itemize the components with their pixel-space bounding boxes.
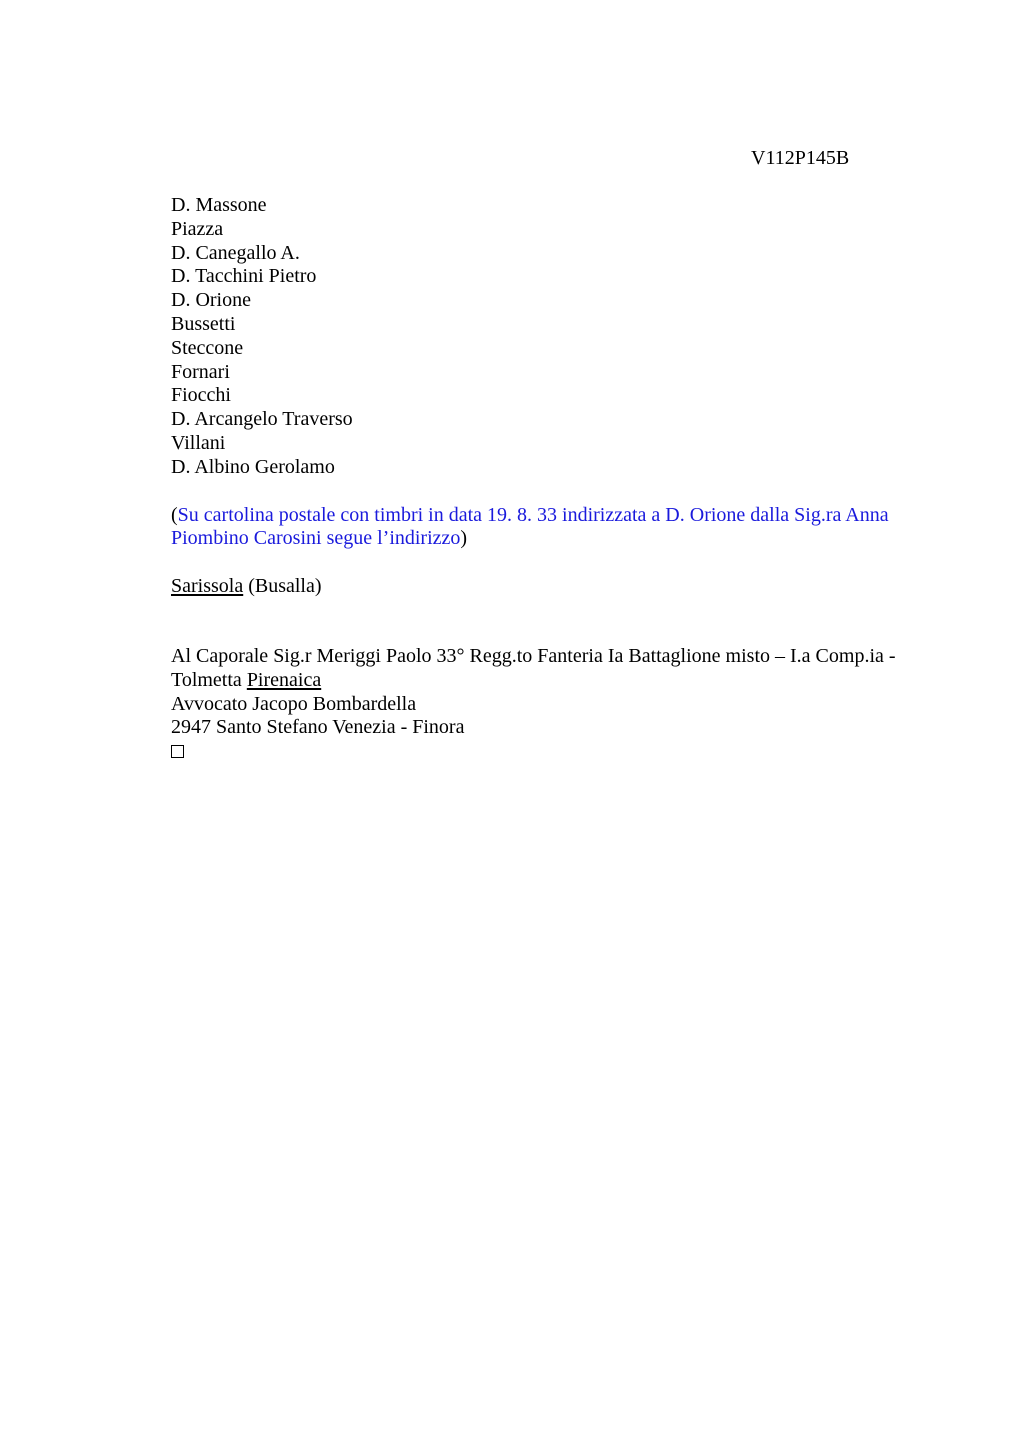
empty-square-icon (171, 745, 184, 758)
list-item: Villani (171, 431, 226, 454)
place-detail: (Busalla) (243, 575, 322, 598)
place-name: Sarissola (171, 575, 244, 598)
list-item: D. Tacchini Pietro (171, 265, 317, 288)
address-block (171, 645, 931, 765)
place-line (171, 575, 931, 599)
editorial-note (171, 504, 931, 552)
names-list (171, 194, 931, 480)
spacer (171, 599, 931, 645)
note-close-paren: ) (460, 527, 468, 550)
list-item: Fiocchi (171, 384, 231, 407)
list-item: Fornari (171, 360, 230, 383)
address-line-3: Avvocato Jacopo Bombardella (171, 692, 417, 715)
address-line-1: Al Caporale Sig.r Meriggi Paolo 33° Regg.to Fanteria Ia Battaglione misto – I.a Comp.ia - (171, 644, 896, 667)
address-line-4: 2947 Santo Stefano Venezia - Finora (171, 716, 465, 739)
list-item: D. Arcangelo Traverso (171, 408, 353, 431)
note-open-paren: ( (171, 503, 178, 526)
document-body (171, 194, 931, 765)
list-item: D. Canegallo A. (171, 241, 300, 264)
address-line-2-prefix: Tolmetta (171, 668, 247, 691)
spacer (171, 480, 931, 504)
note-text: Su cartolina postale con timbri in data 19. 8. 33 indirizzata a D. Orione dalla Sig.ra Anna Piombino Carosini segue l’indirizzo (171, 503, 889, 550)
list-item: D. Albino Gerolamo (171, 455, 335, 478)
list-item: D. Massone (171, 194, 267, 216)
address-line-2-underlined: Pirenaica (246, 668, 322, 691)
document-id: V112P145B (751, 147, 850, 169)
address-line-2 (171, 669, 931, 693)
spacer (171, 551, 931, 575)
list-item: D. Orione (171, 289, 251, 312)
checkbox-line (171, 740, 931, 765)
list-item: Piazza (171, 217, 224, 240)
list-item: Steccone (171, 336, 244, 359)
list-item: Bussetti (171, 312, 236, 335)
